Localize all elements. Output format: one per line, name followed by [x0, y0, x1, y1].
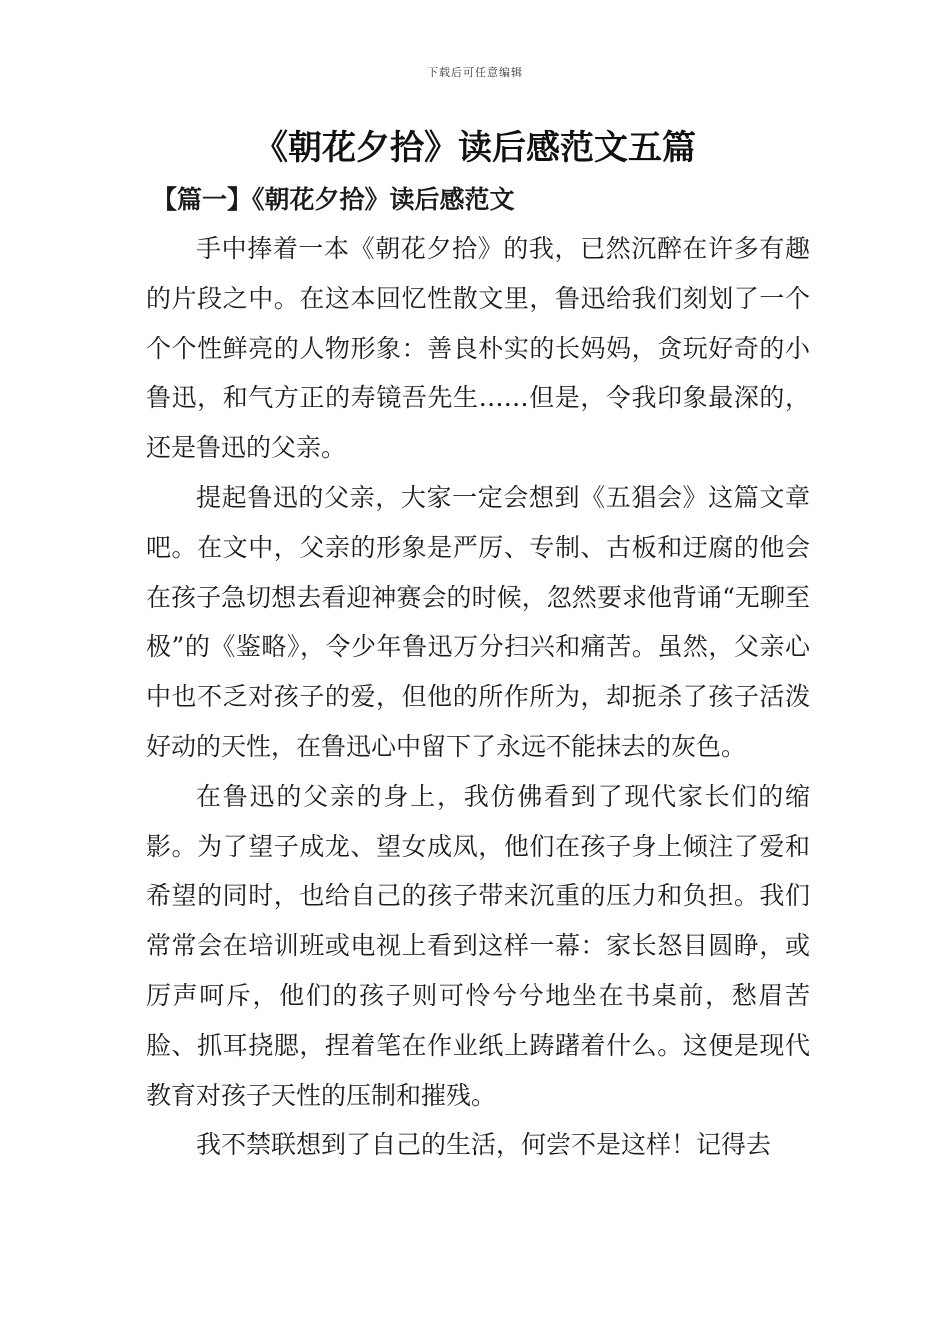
paragraph-1: 手中捧着一本《朝花夕拾》的我，已然沉醉在许多有趣的片段之中。在这本回忆性散文里，鲁迅给我们刻划了一个个个性鲜亮的人物形象：善良朴实的长妈妈，贪玩好奇的小鲁迅，和气方正的寿镜吾先生……但是，令我印象最深的，还是鲁迅的父亲。 [146, 234, 810, 463]
paragraph-2: 提起鲁迅的父亲，大家一定会想到《五猖会》这篇文章吧。在文中，父亲的形象是严厉、专制、古板和迂腐的他会在孩子急切想去看迎神赛会的时候，忽然要求他背诵“无聊至极”的《鉴略》，令少年鲁迅万分扫兴和痛苦。虽然，父亲心中也不乏对孩子的爱，但他的所作所为，却扼杀了孩子活泼好动的天性，在鲁迅心中留下了永远不能抹去的灰色。 [146, 482, 810, 761]
section-subtitle: 《朝花夕拾》读后感范文 [252, 185, 515, 214]
paragraph-4: 我不禁联想到了自己的生活，何尝不是这样！记得去 [196, 1130, 772, 1160]
document-title: 《朝花夕拾》读后感范文五篇 [254, 128, 696, 168]
header-note: 下载后可任意编辑 [427, 66, 523, 79]
article-body [146, 224, 810, 1170]
section-heading [152, 180, 832, 220]
paragraph-3: 在鲁迅的父亲的身上，我仿佛看到了现代家长们的缩影。为了望子成龙、望女成凤，他们在孩子身上倾注了爱和希望的同时，也给自己的孩子带来沉重的压力和负担。我们常常会在培训班或电视上看到这样一幕：家长怒目圆睁，或厉声呵斥，他们的孩子则可怜兮兮地坐在书桌前，愁眉苦脸、抓耳挠腮，捏着笔在作业纸上踌躇着什么。这便是现代教育对孩子天性的压制和摧残。 [146, 781, 810, 1110]
section-label: 【篇一】 [152, 185, 253, 214]
